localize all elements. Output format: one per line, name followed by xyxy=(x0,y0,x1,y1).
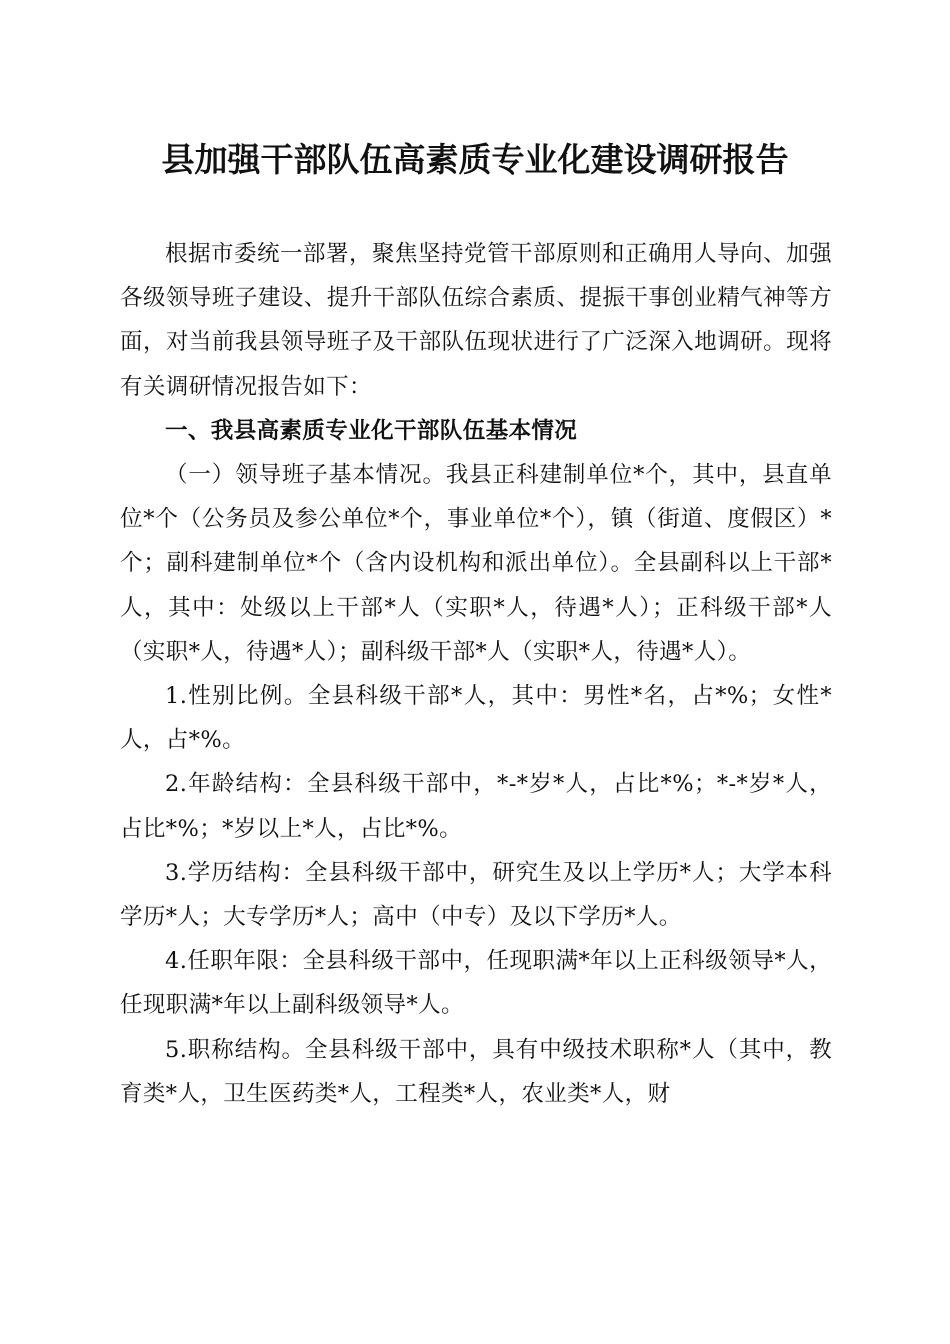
item-tenure: 4.任职年限：全县科级干部中，任现职满*年以上正科级领导*人，任现职满*年以上副科级领导*人。 xyxy=(120,948,832,1019)
item-education-structure: 3.学历结构：全县科级干部中，研究生及以上学历*人；大学本科学历*人；大专学历*人；高中（中专）及以下学历*人。 xyxy=(120,859,832,931)
item-title-structure: 5.职称结构。全县科级干部中，具有中级技术职称*人（其中，教育类*人，卫生医药类*人，工程类*人，农业类*人，财 xyxy=(120,1036,832,1107)
item-gender-ratio: 1.性别比例。全县科级干部*人，其中：男性*名，占*%；女性*人，占*%。 xyxy=(120,683,832,754)
document-body xyxy=(120,232,832,1116)
intro-paragraph: 根据市委统一部署，聚焦坚持党管干部原则和正确用人导向、加强各级领导班子建设、提升干部队伍综合素质、提振干事创业精气神等方面，对当前我县领导班子及干部队伍现状进行了广泛深入地调研。现将有关调研情况报告如下： xyxy=(120,241,832,400)
document-title: 县加强干部队伍高素质专业化建设调研报告 xyxy=(161,140,789,179)
subsection-paragraph: （一）领导班子基本情况。我县正科建制单位*个，其中，县直单位*个（公务员及参公单位*个，事业单位*个），镇（街道、度假区）*个；副科建制单位*个（含内设机构和派出单位）。全县副科以上干部*人，其中：处级以上干部*人（实职*人，待遇*人）；正科级干部*人（实职*人，待遇*人）；副科级干部*人（实职*人，待遇*人）。 xyxy=(120,462,832,665)
item-age-structure: 2.年龄结构：全县科级干部中，*-*岁*人，占比*%；*-*岁*人，占比*%；*岁以上*人，占比*%。 xyxy=(120,771,832,842)
section-heading: 一、我县高素质专业化干部队伍基本情况 xyxy=(165,417,578,444)
